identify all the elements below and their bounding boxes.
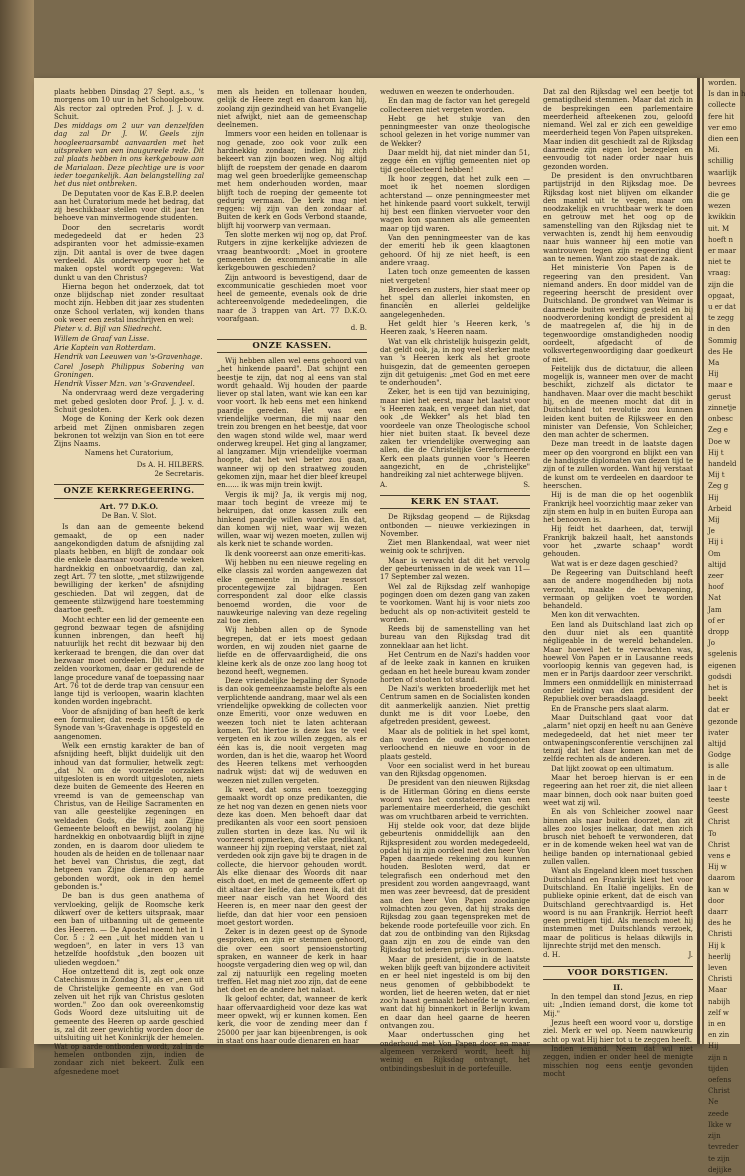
next-page-line: zijn n <box>708 1053 728 1062</box>
paragraph: Moge de Koning der Kerk ook dezen arbeid met Zijnen onmisbaren zegen bekronen tot welzijn van Sion en tot eere Zijns Naams. <box>54 415 204 449</box>
next-page-line: dropp <box>708 627 730 636</box>
next-page-line: het is <box>708 683 728 692</box>
column-2 <box>217 88 367 1045</box>
paragraph: Wij hebben allen op de Synode begrepen, dat er iets moest gedaan worden, en wij zouden niet gaarne de liefde en de offervaardigheid, die ons kleine kerk als de onze zoo lang hoog tot bezond heeft, wegnemen. <box>217 626 367 676</box>
next-page-line: die ge <box>708 191 730 200</box>
paragraph: Maar Duitschland gaat voor dat „alarm" niet opzij en heeft nu aan Genève medegedeeld, dat het niet meer ter ontwapeningsconferentie verschijnen zal tenzij dat het daar komen kan met de zelfde rechten als de anderen. <box>543 713 693 764</box>
paragraph: Hebt ge het stukje van den penningmeester van onze theologische school gelezen in het vorige nummer van de Wekker? <box>380 114 530 148</box>
binding-edge <box>0 0 34 1068</box>
next-page-line: Jam <box>708 605 722 614</box>
next-page-line: leven <box>708 964 727 973</box>
initials-left: d. H. <box>543 951 561 960</box>
paragraph: plaats hebben Dinsdag 27 Sept. a.s., 's morgens om 10 uur in het Schoolgebouw. Als rector zal optreden Prof. J. J. v. d. Schuit. <box>54 88 204 121</box>
next-page-line: kan w <box>708 885 730 894</box>
page-gutter <box>697 78 700 1044</box>
next-page-line: worden. <box>708 79 737 87</box>
paragraph: Reeds bij de samenstelling van het bureau van den Rijksdag trad dit zonneklaar aan het licht. <box>380 625 530 650</box>
paragraph: Wij hebben nu een nieuwe regeling en elke classis zal worden aangewezen dat elke gemeente in haar ressort procentegewijze zal bijdragen. Een correspondent zal door elke classis benoemd worden, die voor de nauwkeurige naleving van deze regeling zal toe zien. <box>217 559 367 626</box>
section-heading: ONZE KERKREGEERING. <box>54 484 204 498</box>
student-name: Hendrik Visser Mzn. van 's-Gravendeel. <box>54 380 195 389</box>
next-page-line: kwikkin <box>708 213 736 222</box>
next-page-fragment <box>702 78 745 1174</box>
next-page-line: Is dan in h <box>708 90 745 99</box>
next-page-line: Godge <box>708 751 731 760</box>
column-3 <box>380 88 530 1073</box>
article-subheading: Art. 77 D.K.O. <box>99 501 159 511</box>
next-page-line: waarlijk <box>708 168 737 177</box>
next-page-line: Mij t <box>708 471 725 480</box>
paragraph: Dat zal den Rijksdag wel een beetje tot gematigdheid stemmen. Maar dat zich in de besprekingen een parlementaire meerderheid afteekenen zou, geloofd niemand. Wel zal er zich een geweldige meerderheid tegen Von Papen uitspreken. Maar indien dit geschiedt zal de Rijksdag daarmede zijn eigen lot bezegelen en eenvoudig tot nader order naar huis gezonden worden. <box>543 88 693 171</box>
next-page-line: hoof <box>708 583 724 592</box>
initials-right: J. <box>688 951 693 960</box>
next-page-line: To <box>708 829 717 838</box>
paragraph: Voor de afsnijding of ban heeft de kerk een formulier, dat reeds in 1586 op de Synode van 's-Gravenhage is opgesteld en aangenomen. <box>54 707 204 741</box>
paragraph: Zeker, het is een tijd van bezuiniging, maar niet het eerst, maar het laatst voor 's Heeren zaak, en vergeet dan niet, dat ook „de Wekker" als het blad ten voordeele van onze Theologische school hier niet buiten staat. Ik beveel deze zaken ter vriendelijke overweging aan allen, die de Christelijke Gereformeerde Kerk een plaats gunnen voor 's Heeren aangezicht, en de „christelijke" handreiking zal niet achterwege blijven. <box>380 388 530 480</box>
paragraph: Na ondervraag werd deze vergadering met gebed gesloten door Prof. J. J. v. d. Schuit gesloten. <box>54 389 204 414</box>
next-page-line: Hij <box>708 493 719 502</box>
next-page-line: Christ <box>708 818 730 827</box>
next-page-line: sgelenis <box>708 650 737 659</box>
paragraph: Wat wat is er deze dagen geschied? <box>551 559 678 568</box>
next-page-line: Hij t <box>708 448 724 457</box>
next-page-line: dien een <box>708 135 739 144</box>
section-heading: KERK EN STAAT. <box>380 495 530 509</box>
next-page-line: Om <box>708 549 721 558</box>
paragraph: De Regeering van Duitschland heeft aan de andere mogendheden bij nota verzocht, maakte de bewapening, vermaan op gelijken voet te worden behandeld. <box>543 568 693 611</box>
paragraph: Het Centrum en de Nazi's hadden voor af de leeke zaak in kannen en kruiken gedaan en het heele bureau kwam zonder horten of stooten tot stand. <box>380 651 530 684</box>
article-byline: De Ban. V. Slot. <box>101 511 157 520</box>
next-page-line: Mi. <box>708 146 720 155</box>
next-page-line: des he <box>708 919 732 928</box>
next-page-line: te zegg <box>708 314 734 323</box>
student-name: Arie Kaptein van Rotterdam. <box>54 343 156 352</box>
next-page-line: des He <box>708 347 733 356</box>
next-page-line: laar t <box>708 784 727 793</box>
section-heading: ONZE KASSEN. <box>217 339 367 353</box>
paragraph: Maar als de politiek in het spel komt, dan worden de oude bondgenooten verloochend en nieuwe en voor in de plaats gesteld. <box>380 727 530 761</box>
next-page-line: u er dat <box>708 303 736 312</box>
paragraph: Mocht echter een lid der gemeente een gegrond bezwaar tegen de afsnijding kunnen inbrengen, dan heeft hij natuurlijk het recht dit bezwaar bij den kerkeraad te brengen, die dan over dat bezwaar moet oordeelen. Dit zal echter zelden voorkomen, daar er gedurende de lange procedure vanaf de toepassing naar Art. 76 tot de derde trap van censuur een lange tijd is verloopen, waarin klachten konden worden ingebracht. <box>54 615 204 707</box>
article-signature <box>543 951 693 959</box>
initial-a: A. <box>380 480 388 489</box>
paragraph: men als heiden en tollenaar houden, gelijk de Heere zegt en daarom kan hij, zoolang zijn gezindheid van het Evangelie niet afwijkt, niet aan de gemeenschap deelnemen. <box>217 88 367 130</box>
next-page-line: te zijn <box>708 1154 730 1163</box>
paragraph: Is dan aan de gemeente bekend gemaakt, de op een nader aangekondigden datum de afsnijding zal plaats hebben, en blijft de zondaar ook die enkele daarnaar voortdurende weken hardnekkig en onboetvaardig, dan zal, zegt Art. 77 ten slotte, „met stilzwijgende bewilliging der kerken" de afsnijding geschieden. Dat wil zeggen, dat de gemeente stilzwijgend hare toestemming daartoe geeft. <box>54 523 204 615</box>
paragraph: Hierna begon het onderzoek, dat tot onze blijdschap niet zonder resultaat mocht zijn. Hebben dit jaar zes studenten onze School verlaten, wij konden thans ook weer een zestal inschrijven en wel: <box>54 282 204 325</box>
student-name: Hendrik van Leeuwen van 's-Gravenhage. <box>54 353 203 362</box>
next-page-line: dat er <box>708 706 730 715</box>
next-page-line: Hij w <box>708 863 727 872</box>
next-page-line: Hij <box>708 1042 719 1051</box>
next-page-line: daarom <box>708 874 736 883</box>
next-page-line: Christ <box>708 1087 730 1096</box>
next-page-line: Christi <box>708 975 733 984</box>
next-page-line: uit. M <box>708 224 730 233</box>
next-page-line: in en <box>708 1020 726 1029</box>
paragraph: Welk een ernstig karakter de ban of afsnijding heeft, blijkt duidelijk uit den inhoud van dat formulier, hetwelk zegt: „dat N. om de voorzeide oorzaken uitgesloten is en wordt uitgesloten, niets deze buiten de Gemeente des Heeren en vreemd is van de gemeenschap van Christus, van de Heilige Sacramenten en van alle geestelijke zegeningen en weldaden Gods, die Hij aan Zijne Gemeente belooft en bewijst, zoolang hij hardnekkig en onbotvaardig blijft in zijne zonden, en is daarom door uliedem te houden als de heiden en de tollenaar naar het bevel van Christus, die zegt, dat hetgeen van Zijne dienaren op aarde gebonden wordt, ook in den hemel gebonden is." <box>54 741 204 892</box>
next-page-line: oefens <box>708 1076 732 1085</box>
next-page-line: handeld <box>708 459 737 468</box>
next-page-line: Doe w <box>708 437 731 446</box>
paragraph: En de Fransche pers slaat alarm. <box>551 704 669 713</box>
paragraph: Zeker is in dezen geest op de Synode gesproken, en zijn er stemmen gehoord, die over een soort pensioenstorting spraken, en wanneer de kerk in haar hoogste vergadering dien weg op wil, dan zal zij natuurlijk een regeling moeten treffen. Het mag niet zoo zijn, dat de eene het doet en de andere het nalaat. <box>217 928 367 995</box>
article-signature <box>380 481 530 489</box>
paragraph: Want als Engeland kleen moet tusschen Duitschland en Frankrijk kiest het voor Duitschland. En Italië ingelijks. En de publieke opinie erkent, dat de eisch van Duitschland gerechtvaardigd is. Het woord is nu aan Frankrijk. Herriot heeft geen prettigen tijd. Als mensch moet hij instemmen met Duitschlands verzoek, maar de politicus is helaas dikwijls in lijnrechte strijd met den mensch. <box>543 867 693 950</box>
paragraph: Het ministerie Von Papen is de regeering van den president. Van niemand anders. En door middel van de regeering heerscht de president over Duitschland. De grondwet van Weimar is daarmede buiten werking gesteld en bij noodverordening kondigt de president al de maatregelen af, die hij in de tegenwoordige omstandigheden noodig oordeelt, afgedacht of de volksvertegenwoordiging daar goedkeurt of niet. <box>543 264 693 364</box>
paragraph: Zijn antwoord is bevestigend, daar de excommunicatie geschieden moet voor heel de gemeente, evenals ook de drie achtereenvolgende mededeelingen, die naar de 3 trappen van Art. 77 D.K.O. voorafgaan. <box>217 273 367 324</box>
next-page-line: tevreder <box>708 1143 739 1152</box>
paragraph: Maar is verwacht dat dit het vervolg der gebeurtenissen in de week van 11—17 September zal wezen. <box>380 556 530 582</box>
next-page-line: vraag: <box>708 269 731 278</box>
next-page-line: Maar <box>708 986 727 995</box>
paragraph: En als von Schleicher zoowel naar binnen als naar buiten doorzet, dan zit alles zoo losjes inelkaar, dat men zich brusch niet behoeft te verwonderen, dat er in de komende weken heel wat van de heilige banden op internationaal gebied zullen vallen. <box>543 808 693 867</box>
next-page-line: Zeg g <box>708 482 729 491</box>
paragraph: Wel zal de Rijksdag zelf wanhopige pogingen doen om dezen gang van zaken te voorkomen. Want hij is voor niets zoo beducht als op non-activiteit gesteld te worden. <box>380 582 530 624</box>
next-page-line: Jo <box>708 639 716 648</box>
signature-name: Ds A. H. HILBERS. <box>136 460 204 469</box>
paragraph: Laten toch onze gemeenten de kassen niet vergeten! <box>380 268 530 285</box>
next-page-line: niet te <box>708 258 731 267</box>
student-name: Carel Joseph Philippus Sobering van Groningen. <box>54 362 204 379</box>
next-page-line: zijn <box>708 1132 721 1141</box>
paragraph: In den tempel dan stond Jezus, en riep uit: „Indien iemand dorst, die kome tot Mij." <box>543 993 693 1018</box>
next-page-line: Sommig <box>708 336 738 345</box>
next-page-line: ver emo <box>708 123 737 132</box>
paragraph: Men kon dit verwachten. <box>551 611 640 620</box>
next-page-line: door <box>708 896 725 905</box>
paragraph: Van den penningmeester van de kas der emeriti heb ik geen klaagtonen gehoord. Of hij ze niet heeft, is een andere vraag. <box>380 234 530 267</box>
paragraph: De Nazi's werkten broederlijk met het Centrum samen en de Socialisten konden dit aanmerkelijk aanzien. Niet prettig dunkt me is dit voor Loebe, den afgetreden president, geweest. <box>380 685 530 727</box>
article-signature <box>217 324 367 332</box>
paragraph: Maar de president, die in de laatste weken blijk geeft van bijzondere activiteit en er heel niet ingesteld is om bij den neus genomen of gebbibbodekt te worden, liet de heeren weten, dat er niet zoo'n haast gemaakt behoefde te worden, want dat hij binnenkort in Berlijn kwam en daar dan heel gaarne de heeren ontvangen zou. <box>380 955 530 1031</box>
next-page-line: Arbeid <box>708 504 732 513</box>
paragraph: Jezus heeft een woord voor u, dorstige ziel. Merk er wel op. Neem nauwkeurig acht op wat Hij hier tot u te zeggen heeft. <box>543 1019 693 1044</box>
column-1 <box>54 88 204 1076</box>
student-name: Willem de Graaf van Lisse. <box>54 334 150 343</box>
paragraph: Hij is de man die op het oogenblik Frankrijk heel voorzichtig maar zeker van zijn stem en hulp in en buiten Europa aan het benooven is. <box>543 491 693 525</box>
next-page-line: Christ <box>708 840 730 849</box>
paragraph: Maar ondertusschen ging het onderhoud met Von Papen door en maar algemeen verzekerd wordt, heeft hij weinig en Rijksdag ontvangt, het ontbindingsbesluit in de portefeuille. <box>380 1031 530 1073</box>
next-page-line: of er <box>708 616 725 625</box>
paragraph: Een land als Duitschland laat zich op den duur niet als een quantité négligeable in de wereld behandelen. Maar hoewel het te verwachten was, hoewel Von Papen er in Lausanne reeds voorloopig kennis van gegeven had, is men er in Parijs daardoor zeer verschrikt. Immers een onmiddellijk en ministerraad onder leiding van den president der Republiek over beraadslaagd. <box>543 620 693 704</box>
next-page-line: maar e <box>708 381 733 390</box>
paragraph: Ik hoor zeggen, dat het zulk een — moet ik het noemen slordigen achterstand — onze penningmeester met het hinkende paard voort sukkelt, terwijl hij best een flinken viervoeter voor den wagen kon spannen als alle gemeenten maar op tijd waren. <box>380 174 530 233</box>
next-page-line: schillig <box>708 157 734 166</box>
next-page-line: Ma <box>708 359 720 368</box>
next-page-line: daarr <box>708 908 728 917</box>
paragraph: Het geldt hier 's Heeren kerk, 's Heeren zaak, 's Heeren naam. <box>380 320 530 337</box>
next-page-line: onbesc <box>708 415 733 424</box>
section-heading: VOOR DORSTIGEN. <box>543 966 693 980</box>
next-page-line: godsdi <box>708 672 732 681</box>
next-page-line: dejijke <box>708 1165 732 1174</box>
next-page-line: Nat <box>708 594 722 603</box>
paragraph: Hij stelde ook voor, dat deze blijde gebeurtenis onmiddellijk aan den Rijkspresident zou worden medegedeeld, opdat hij in zijn oordeel met den heer Von Papen daarmede rekening zou kunnen houden. Besloten werd, dat er telegrafisch een onderhoud met den president zou worden aangevraagd, want men was zeer bevreesd, dat de president aan den heer Von Papen zoodanige volmachten zou geven, dat hij straks den Rijksdag zou gaan tegenspreken met de bekende roode portefeuille voor zich. En dat zou de ontbinding van den Rijksdag gaan zijn en zou de einde van den Rijksdag tot iederen prijs voorkomen. <box>380 821 530 955</box>
paragraph: Daar meldt hij, dat niet minder dan 51, zegge één en vijftig gemeenten niet op tijd gecollecteerd hebben! <box>380 149 530 174</box>
next-page-line: Christi <box>708 930 733 939</box>
next-page-line: zelf w <box>708 1008 729 1017</box>
signature-line: Namens het Curatorium, <box>84 449 174 458</box>
signature-role: 2e Secretaris. <box>154 470 204 479</box>
next-page-line: eigenen <box>708 661 737 670</box>
paragraph: Immers voor een heiden en tollenaar is nog genade, zoo ook voor zulk een hardnekkig zondaar, indien hij zich bekeert van zijn boozen weg. Nog altijd blijft de roepstem der genade en daarom mag wel geen broederlijke gemeenschap met hem onderhouden worden, maar blijft toch de roeping der gemeente tot gedurig vermaan. De kerk mag niet reggen: wij zijn van den zondaar af. Buiten de kerk en Gods Verbond staande, blijft hij voorwerp van vermaan. <box>217 130 367 230</box>
paragraph: Voor een socialist werd in het bureau van den Rijksdag opgenomen. <box>380 761 530 779</box>
next-page-line: collecte <box>708 101 736 110</box>
paragraph: De Rijksdag geopend — de Rijksdag ontbonden — nieuwe verkiezingen in November. <box>380 513 530 538</box>
paragraph: Maar het beroep hiervan is er een regeering aan het roer zit, die niet alleen maar binnen, doch ook naar buiten goed weet wat zij wil. <box>543 774 693 807</box>
next-page-line: nabijh <box>708 997 731 1006</box>
paragraph: En dan mag de factor van het geregeld collecteeren niet vergeten worden. <box>380 97 530 114</box>
paragraph: Ik geloof echter, dat, wanneer de kerk haar offervaardigheid voor deze kas wat meer opwekt, wij er kunnen komen. Een kerk, die voor de zending meer dan f 25000 per jaar kan bijeenbrengen, is ook in staat ons haar oude dienaren en haar <box>217 995 367 1045</box>
next-page-line: gezonde <box>708 717 738 726</box>
paragraph: Hij feidt het daarheen, dat, terwijl Frankrijk bakzeil haalt, het aanstonds voor het „zwarte schaap" wordt gehouden. <box>543 525 693 559</box>
next-page-line: in de <box>708 773 726 782</box>
next-page-line: Hij i <box>708 538 723 547</box>
next-page-line: Hij k <box>708 941 725 950</box>
paragraph: Ik denk vooreerst aan onze emeriti-kas. <box>225 549 366 558</box>
paragraph: Hoe ontzettend dit is, zegt ook onze Catechismus in Zondag 31, als er „een uit de Christelijke gemeente en van God zelven uit het rijk van Christus gesloten worden." Zoo dan ook overeenkomstig Gods Woord deze uitsluiting uit de gemeente des Heeren op aarde geschied is, zal dit zeer gewichtig worden door de uitsluiting uit het Koninkrijk der hemelen. Wat op aarde ontbonden wordt, zal in de hemelen ontbonden zijn, indien de zondaar zich niet bekeert. Zulk een afgesnedene moet <box>54 967 204 1076</box>
paragraph: Wij hebben allen wel eens gehoord van „het hinkende paard". Dat schijnt een beestje te zijn, dat nog al eens van stal wordt gehaald. Wij houden der paarde liever op stal laten, want wie kan een kar voor voort. Ik heb eens met een hinkend paardje gereden. Het was een vriendelijke voerman, die mij naar den trein zou brengen en het beestje, dat voor den wagen stond wilde wel, maar werd onderweg kreupel. Het ging al langzamer, al langzamer. Mijn vriendelijke voerman hoopte, dat het wel beter zou gaan, wanneer wij op den straatweg zouden gekomen zijn, maar het dier bleef kreupel en...... ik was mijn trein kwijt. <box>217 356 367 490</box>
column-4 <box>543 88 693 1078</box>
paragraph: Wat van elk christelijk huisgezin geldt, dat geldt ook, ja, in nog veel sterker mate van 's Heeren kerk als het groote huisgezin, dat de gemeenten geroepen zijn dit getuigenis: „met God en met eere te onderhouden". <box>380 337 530 388</box>
next-page-line: bevrees <box>708 179 736 188</box>
next-page-line: hoeft n <box>708 235 734 244</box>
next-page-line: Geest <box>708 807 729 816</box>
paragraph: Deze vriendelijke bepaling der Synode is dan ook gemeenzaamste belofte als een verplichtende aandrang, maar wel als een vriendelijke opwekking de collecten voor onze Emeriti, voor onze weduwen en weezen toch niet te laten achteraan komen. Tot hiertoe is deze kas te veel vergeten en ik zou willen zeggen, als er één kas is, die nooit vergeten mag worden, dan is het die, waarop het Woord des Heeren telkens met verhoogden nadruk wijst: dat wij de weduwen en weezen niet zullen vergeten. <box>217 677 367 785</box>
newspaper-page <box>34 78 702 1078</box>
paragraph: Broeders en zusters, hier staat meer op het spel dan allerlei inkomsten, en financiën en allerlei geldelijke aangelegenheden. <box>380 285 530 319</box>
next-page-line: en zin <box>708 1031 730 1040</box>
paragraph: Ten slotte merken wij nog op, dat Prof. Rutgers in zijne kerkelijke adviezen de vraag beantwoordt: „Moet in grootere gemeenten de excommunicatie in alle kerkgebouwen geschieden? <box>217 231 367 273</box>
paragraph: weduwen en weezen te onderhouden. <box>380 88 515 96</box>
paragraph: De president is den onvruchtbaren partijstrijd in den Rijksdag moe. De Rijksdag kost niet blijven om elkander den mantel uit te vegen, maar om noodzakelijk en vruchtbaar werk te doen en getrouw met het oog op de samenstelling van den Rijksdag niet te verwachten is, zendt hij hem eenvoudig naar huis wanneer hij een motie van wantrouwen tegen zijn regeering dient aan te nemen. Want zoo staat de zaak. <box>543 171 693 263</box>
initials: d. B. <box>350 324 367 333</box>
student-name: Pieter v. d. Bijl van Sliedrecht. <box>54 325 162 334</box>
next-page-line: Ikke w <box>708 1120 732 1129</box>
next-page-line: Zeg e <box>708 426 728 435</box>
next-page-line: Mij <box>708 515 720 524</box>
next-page-line: in den <box>708 325 731 334</box>
next-page-line: Ne <box>708 1098 719 1107</box>
next-page-line: is alle <box>708 762 729 771</box>
next-page-line: altijd <box>708 560 727 569</box>
next-page-line: zinnetje <box>708 403 737 412</box>
next-page-line: zeede <box>708 1109 729 1118</box>
next-page-line: fere hit <box>708 112 735 121</box>
next-page-line: beekt <box>708 695 728 704</box>
next-page-line: Hij <box>708 370 719 379</box>
paragraph: Ziet men Blankendaal, wat weer niet weinig ook te schrijven. <box>380 539 530 556</box>
paragraph: Des middags om 2 uur van denzelfden dag zal Dr J. W. Geels zijn hoogleeraarsambt aanvaarden met het uitspreken van een inaugureele rede. Dit zal plaats hebben in ons kerkgebouw aan de Marialaan. Deze plechtige ure is voor ieder toegankelijk. Aan belangstelling zal het dus niet ontbreken. <box>54 122 204 189</box>
paragraph: Indien iemand. Neem dat wil niet zeggen, indien er onder heel de menigte misschien nog eens eentje gevonden mocht <box>543 1044 693 1078</box>
next-page-line: tijden <box>708 1064 729 1073</box>
paragraph: Deze man treedt in de laatste dagen meer op den voorgrond en blijkt een van de handigste diplomaten van dezen tijd te zijn of te zullen worden. Want hij verstaat de kunst om te verdeelen en daardoor te heerschen. <box>543 440 693 490</box>
paragraph: Ik weet, dat soms een toezegging gemaakt wordt op onze predikanten, die ze het nog van dezen en genen niets voor deze kas doen. Men behoeft daar dat predikanten als voor een soort pensioen zullen storten in deze kas. Nu wil ik voorzeerst opmerken, dat elke predikant, wanneer hij zijn roeping verstaat, niet zal verdeden ook zijn gave bij te dragen in de collecte, die hiervoor gehouden wordt. Als elke dienaar des Woords dit naar eisch doet, en met de gemeente offert op dit altaar der liefde, dan meen ik, dat dit meer naar eisch van het Woord des Heeren is, en meer naar den geest der liefde, dan dat hier voor een pensioen moet gestort worden. <box>217 786 367 927</box>
next-page-line: teeste <box>708 796 730 804</box>
article-subheading: II. <box>613 982 623 992</box>
next-page-line: ivater <box>708 728 729 737</box>
initial-s: S. <box>523 480 530 489</box>
paragraph: De ban is dus geen anathema of vervloeking, gelijk de Roomsche kerk dikwerf over de ketters uitspraak, maar een ban of uitbanning uit de gemeente des Heeren. — De Apostel noemt het in 1 Cor. 5 : 2 een „uit het midden van u wegdoen", en later in vers 13 van hetzelfde hoofdstuk „den boozen uit ulieden wegdoen." <box>54 892 204 967</box>
paragraph: Vergis ik mij? Ja, ik vergis mij nog, maar toch begint de vreeze mij te bekruipen, dat onze kassen zulk een hinkend paardje willen worden. En dat, dan komen wij niet, waar wij wezen willen, waar wij wezen moeten, zullen wij als kerk niet te schande worden. <box>217 490 367 549</box>
paragraph: Door den secretaris wordt medegedeeld dat er heden 23 adspiranten voor het admissie-examen zijn. Dit aantal is over de twee dagen verdeeld. Als onderwerp voor het te maken opstel wordt opgegeven: Wat dunkt u van den Christus? <box>54 223 204 282</box>
next-page-line: zeer <box>708 571 724 580</box>
next-page-line: vens e <box>708 852 731 861</box>
next-page-line: altijd <box>708 739 727 748</box>
paragraph: Feitelijk dus de dictatuur, die alleen mogelijk is, wanneer men over de macht beschikt, zichzelf als dictator te handhaven. Maar over die macht beschikt hij, en de meenen mocht dat dit in Duitschland tot revolutie zou kunnen leiden kent buiten de Rijksweer en den minister van Defensie, Von Schleicher, den man achter de schermen. <box>543 364 693 440</box>
paragraph: De Deputaten voor de Kas E.B.P. deelen aan het Curatorium mede het bedrag, dat zij beschikbaar stellen voor dit jaar ten behoeve van minvermogende studenten. <box>54 189 204 223</box>
next-page-line: gerust <box>708 392 731 401</box>
next-page-line: opgaat, <box>708 291 735 300</box>
next-page-line: Je <box>708 527 715 536</box>
paragraph: Dat lijkt zoowat op een ultimatum. <box>551 764 674 773</box>
next-page-line: wezen <box>708 202 731 211</box>
paragraph: De president van den nieuwen Rijksdag is de Hitlerman Göring en diens eerste woord was het constateeren van een parlementaire meerderheid, die geschikt was om vruchtbaren arbeid te verrichten. <box>380 779 530 821</box>
next-page-line: er maar <box>708 247 737 256</box>
next-page-line: zijn die <box>708 280 734 289</box>
next-page-line: heerlij <box>708 952 731 961</box>
